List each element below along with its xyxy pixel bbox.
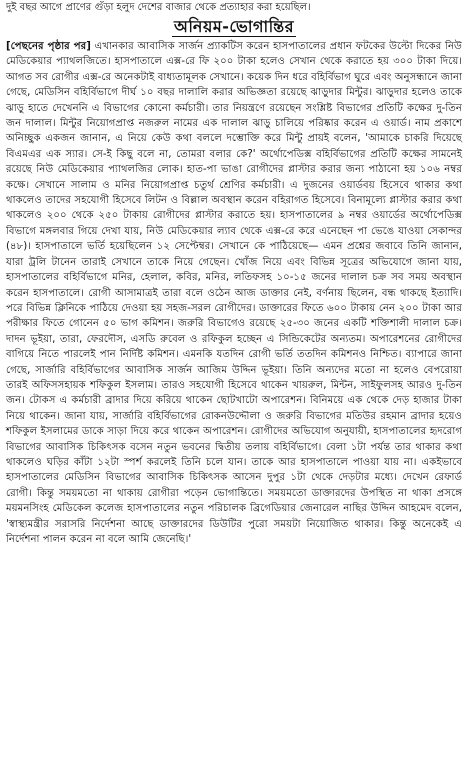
previous-article-tail: দুই বছর আগে প্রাণের গুঁড়া হলুদ দেশের বাজার থেকে প্রত্যাহার করা হয়েছিল। <box>6 2 311 13</box>
continued-from-label: [পেছনের পৃষ্ঠার পর] <box>6 41 91 52</box>
article-body <box>6 39 462 547</box>
article-paragraph <box>6 39 462 547</box>
headline-text: অনিয়ম-ভোগান্তির <box>173 17 295 36</box>
article-paragraph-text: এখানকার আবাসিক সার্জন প্র্যাকটিস করেন হাসপাতালের প্রধান ফটকের উল্টো দিকের নিউ মেডিকেয়ার প্যাথলজিতে। হাসপাতালে এক্স-রে ফি ২০০ টাকা হলেও সেখান থেকে করাতে হয় ৩০০ টাকা দিয়ে। আগত সব রোগীর এক্স-রে অনেকটাই বাধ্যতামূলক সেখানে। কয়েক দিন ধরে বহির্বিভাগ ঘুরে এবং অনুসন্ধানে জানা গেছে, মেডিসিন বহির্বিভাগে দীর্ঘ ১০ বছর দালালি করার অভিজ্ঞতা রয়েছে ঝাড়ুদার মিন্টুর। ঝাড়ুদার হলেও তাকে ঝাড়ু হাতে দেখেননি এ বিভাগের কোনো কর্মচারী। তার নিয়ন্ত্রণে রয়েছেন সংশ্লিষ্ট বিভাগের প্রতিটি কক্ষের দু-তিন জন দালাল। মিন্টুর নিয়োগপ্রাপ্ত নজরুল নামের এক দালাল ঝাড়ু চালিয়ে পরিষ্কার করেন এ ওয়ার্ড। নাম প্রকাশে অনিচ্ছুক একজন জানান, এ নিয়ে কেউ কথা বললে দম্ভোক্তি করে মিন্টু প্রায়ই বলেন, 'আমাকে চাকরি দিয়েছে বিএমএর এক স্যার। সে-ই কিছু বলে না, তোমরা বলার কে?' অর্থোপেডিক্স বহির্বিভাগের প্রতিটি কক্ষের সামনেই রয়েছে নিউ মেডিকেয়ার প্যাথলজির লোক। হাত-পা ভাঙা রোগীদের প্লাস্টার করার জন্য পাঠানো হয় ১০৬ নম্বর কক্ষে। সেখানে সালাম ও মনির নিয়োগপ্রাপ্ত চতুর্থ শ্রেণির কর্মচারী। এ দুজনের ওয়ার্ডবয় হিসেবে থাকার কথা থাকলেও তাদের সহযোগী হিসেবে লিটন ও বিল্লাল অবস্থান করেন বহিরাগত হিসেবে। বিনামূল্যে প্লাস্টার করার কথা থাকলেও ২০০ থেকে ২৫০ টাকায় রোগীদের প্লাস্টার করাতে হয়। হাসপাতালের ৯ নম্বর ওয়ার্ডের অর্থোপেডিক্স বিভাগে মঙ্গলবার গিয়ে দেখা যায়, নিউ মেডিকেয়ার ল্যাব থেকে এক্স-রে করে এনেছেন পা ভেঙে যাওয়া সেকান্দর (৪৮)। হাসপাতালে ভর্তি হয়েছিলেন ১২ সেপ্টেম্বর। সেখানে কে পাঠিয়েছে— এমন প্রশ্নের জবাবে তিনি জানান, যারা ট্রলি টানেন তারাই সেখানে তাকে নিয়ে গেছেন। খোঁজ নিয়ে এবং বিভিন্ন সূত্রের অভিযোগে জানা যায়, হাসপাতালের বহির্বিভাগে মনির, হেলাল, কবির, মনির, লতিফসহ ১০-১৫ জনের দালাল চক্র সব সময় অবস্থান করেন হাসপাতালে। রোগী আসামাত্রই তারা বলে ওঠেন আজ ডাক্তার নেই, বর্ণনায় ছিলেন, বন্ধ থাকছে ইত্যাদি। পরে বিভিন্ন ক্লিনিকে পাঠিয়ে দেওয়া হয় সহজ-সরল রোগীদের। ডাক্তারের ফিতে ৬০০ টাকায় নেন ২০০ টাকা আর পরীক্ষার ফিতে গোনেন ৫০ ভাগ কমিশন। জরুরি বিভাগেও রয়েছে ২৫-৩০ জনের একটি শক্তিশালী দালাল চক্র। দাদন ভূইয়া, তারা, ফেরদৌস, এসডি রুবেল ও রফিকুল হচ্ছেন এ সিন্ডিকেটের অন্যতম। অপারেশনের রোগীদের বাগিয়ে নিতে পারলেই পান নির্দিষ্ট কমিশন। এমনকি যতদিন রোগী ভর্তি ততদিন কমিশনও নিশ্চিত। ব্যাপারে জানা গেছে, সার্জারি বহির্বিভাগের আবাসিক সার্জন আজিম উদ্দিন ভূইয়া। তিনি অন্যদের মতো না হলেও বেপরোয়া তারই অফিসসহায়ক শফিকুল ইসলাম। তারও সহযোগী হিসেবে থাকেন খায়রুল, মিন্টন, সাইফুলসহ আরও দু-তিন জন। টোকস এ কর্মচারী ব্রাদার দিয়ে করিয়ে থাকেন ছোটখাটো অপারেশন। বিনিময়ে এক থেকে দেড় হাজার টাকা নিয়ে থাকেন। জানা যায়, সার্জারি বহির্বিভাগের রোকনউদ্দৌলা ও জরুরি বিভাগের মতিউর রহমান ব্রাদার হয়েও শফিকুল ইসলামের ডাকে সাড়া দিয়ে করে থাকেন অপারেশন। রোগীদের অভিযোগ অনুযায়ী, হাসপাতালের হৃদরোগ বিভাগের আবাসিক চিকিৎসক বসেন নতুন ভবনের দ্বিতীয় তলায় বহির্বিভাগে। বেলা ১টা পর্যন্ত তার থাকার কথা থাকলেও ঘড়ির কাঁটা ১২টা স্পর্শ করলেই তিনি চলে যান। তাকে আর হাসপাতালে পাওয়া যায় না। একইভাবে হাসপাতালের মেডিসিন বিভাগের আবাসিক চিকিৎসক আসেন দুপুর ১টা থেকে দেড়টার মধ্যে। দেখেন রেফার্ড রোগী। কিন্তু সময়মতো না থাকায় রোগীরা পড়েন ভোগান্তিতে। সময়মতো ডাক্তারদের উপস্থিত না থাকা প্রসঙ্গে ময়মনসিংহ মেডিকেল কলেজ হাসপাতালের নতুন পরিচালক ব্রিগেডিয়ার জেনারেল নাছির উদ্দিন আহমেদ বলেন, 'স্বাস্থ্যমন্ত্রীর সরাসরি নির্দেশনা আছে ডাক্তারদের ডিউটির পুরো সময়টা নিয়োজিত থাকার। কিন্তু অনেকেই এ নির্দেশনা পালন করেন না বলে আমি জেনেছি।' <box>6 41 462 545</box>
article-headline <box>6 17 462 37</box>
